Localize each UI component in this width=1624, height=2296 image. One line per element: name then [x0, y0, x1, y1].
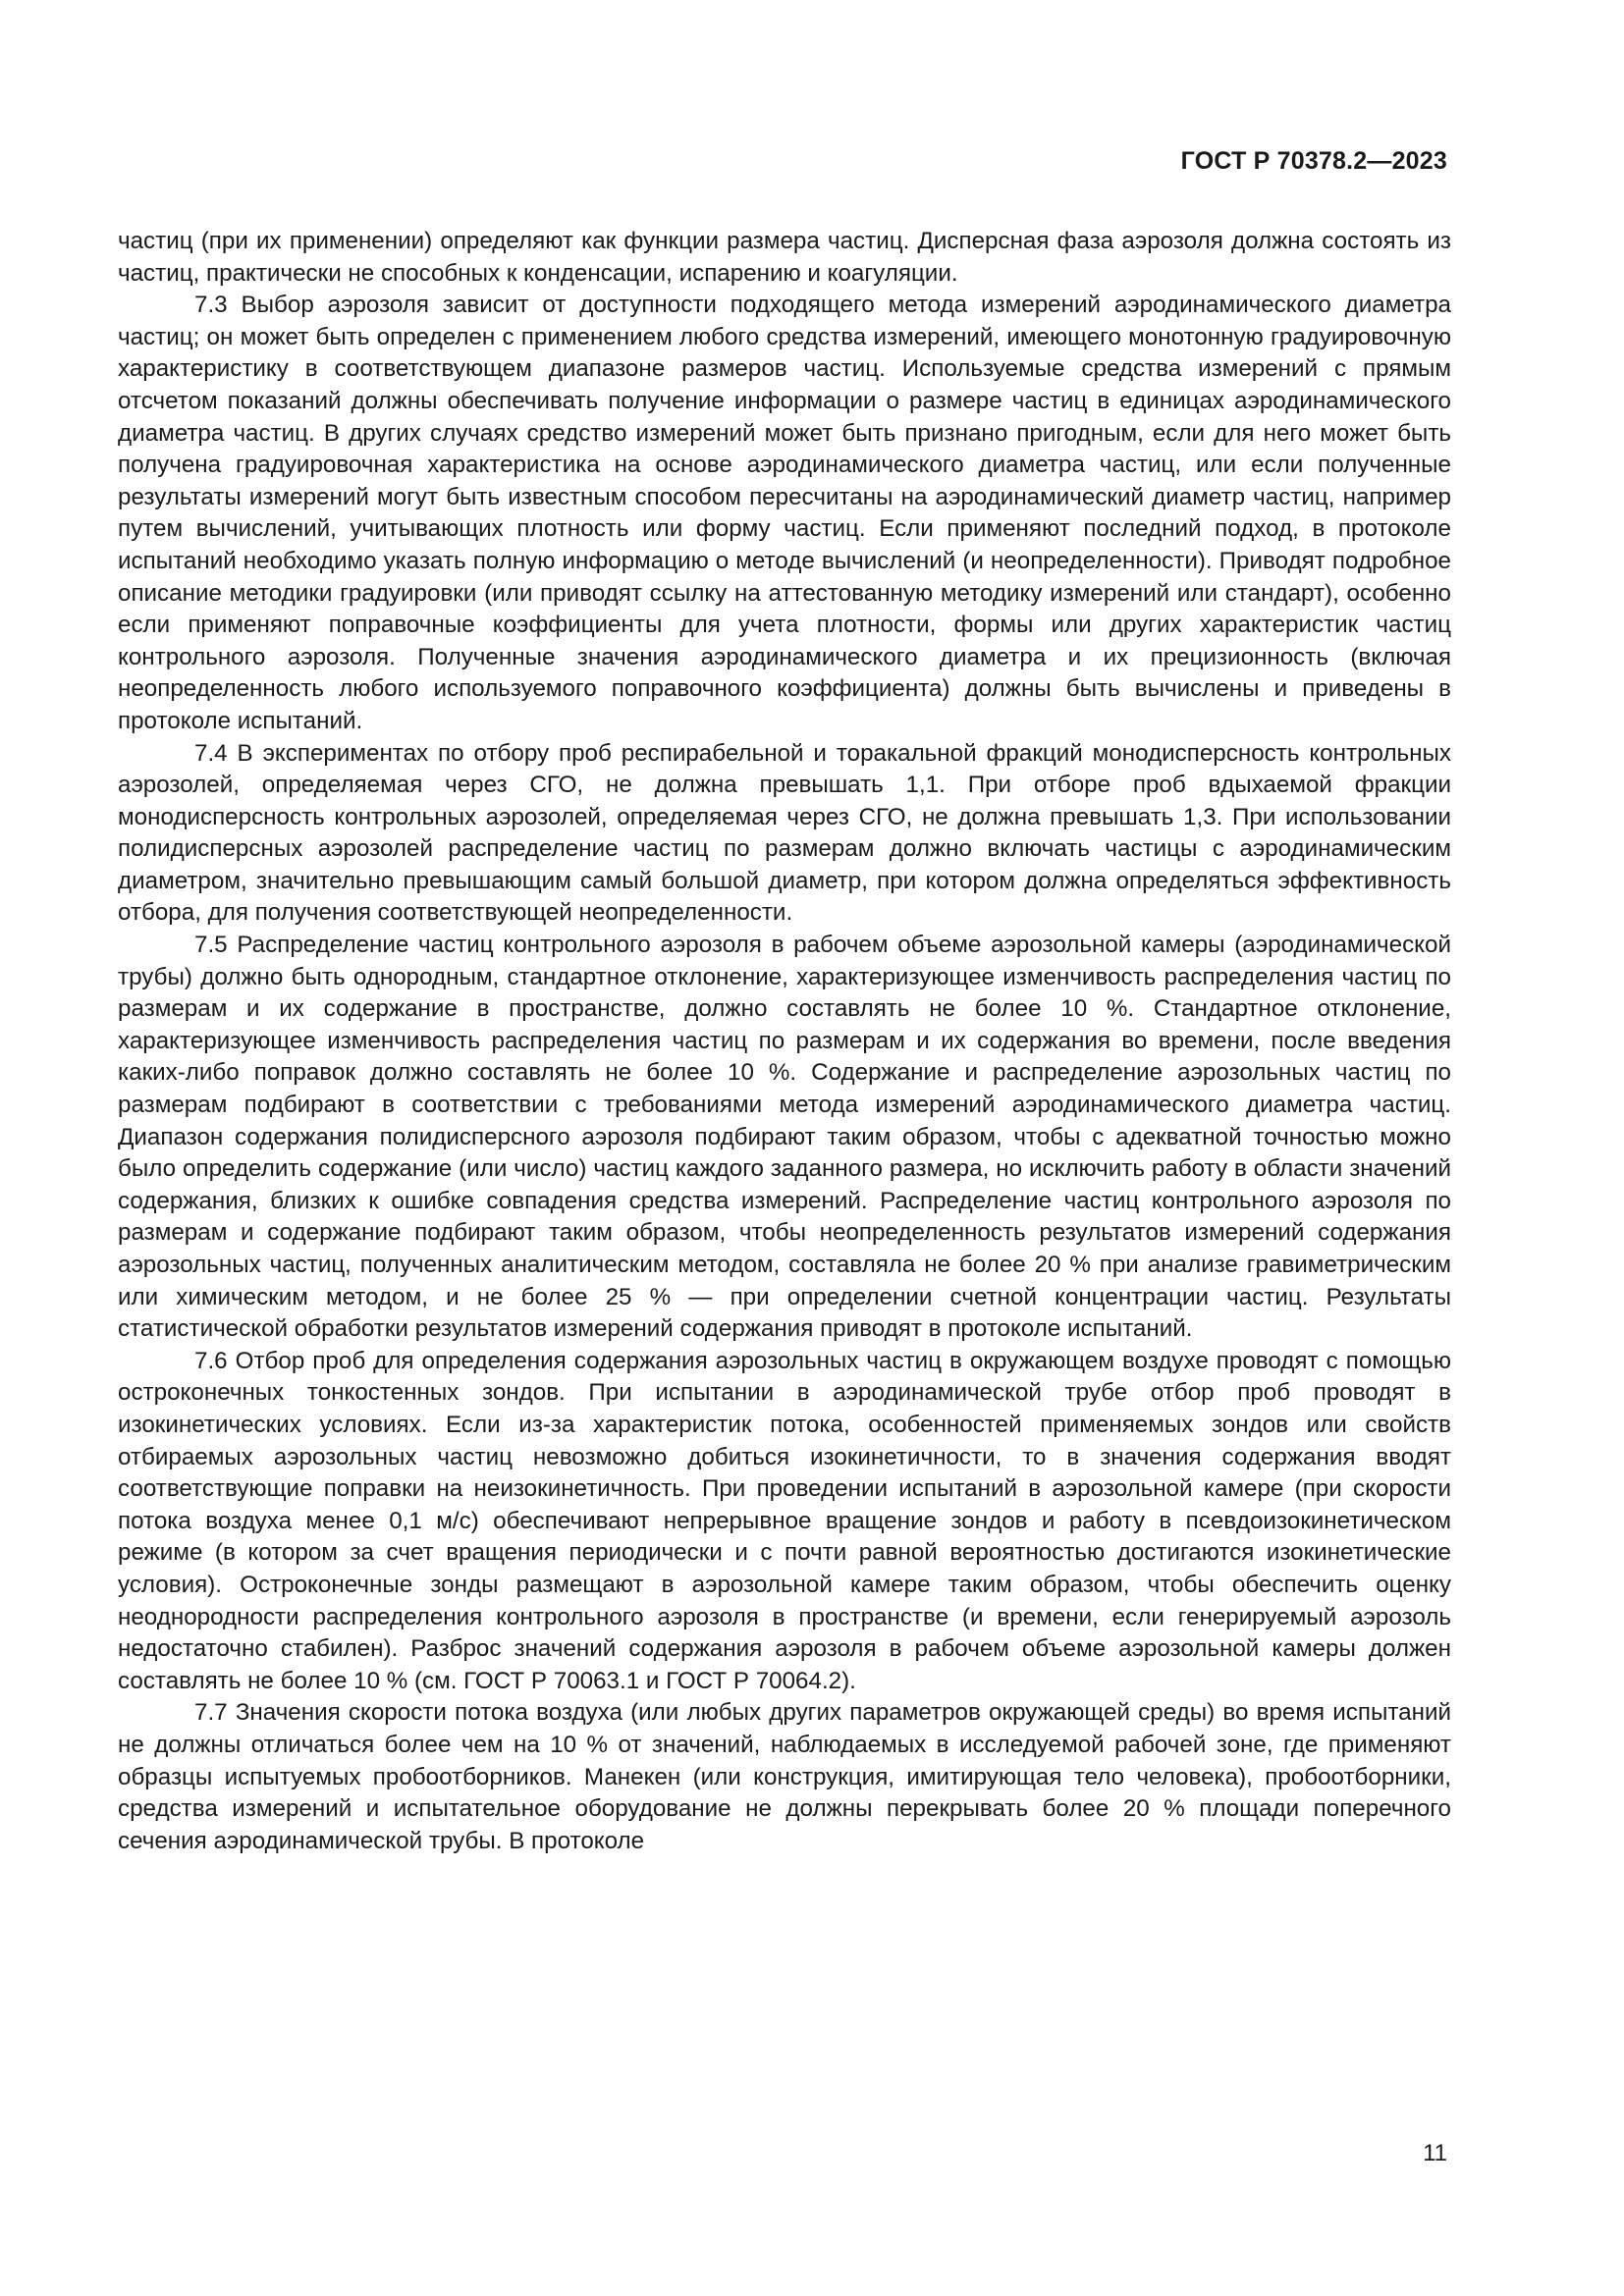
paragraph-continuation: частиц (при их применении) определяют как функции размера частиц. Дисперсная фаза аэрозоля должна состоять из частиц, практически не способных к конденсации, испарению и коагуляции. — [118, 228, 1451, 287]
document-body — [118, 226, 1451, 1857]
paragraph-7-7: 7.7 Значения скорости потока воздуха (или любых других параметров окружающей среды) во время испытаний не должны отличаться более чем на 10 % от значений, наблюдаемых в исследуемой рабочей зоне, где применяют образцы испытуемых пробоотборников. Манекен (или конструкция, имитирующая тело человека), пробоотборники, средства измерений и испытательное оборудование не должны перекрывать более 20 % площади поперечного сечения аэродинамической трубы. В протоколе — [118, 1699, 1451, 1854]
paragraph-7-6: 7.6 Отбор проб для определения содержания аэрозольных частиц в окружающем воздухе проводят с помощью остроконечных тонкостенных зондов. При испытании в аэродинамической трубе отбор проб проводят в изокинетических условиях. Если из-за характеристик потока, особенностей применяемых зондов или свойств отбираемых аэрозольных частиц невозможно добиться изокинетичности, то в значения содержания вводят соответствующие поправки на неизокинетичность. При проведении испытаний в аэрозольной камере (при скорости потока воздуха менее 0,1 м/с) обеспечивают непрерывное вращение зондов и работу в псевдоизокинетическом режиме (в котором за счет вращения периодически и с почти равной вероятностью достигаются изокинетические условия). Остроконечные зонды размещают в аэрозольной камере таким образом, чтобы обеспечить оценку неоднородности распределения контрольного аэрозоля в пространстве (и времени, если генерируемый аэрозоль недостаточно стабилен). Разброс значений содержания аэрозоля в рабочем объеме аэрозольной камеры должен составлять не более 10 % (см. ГОСТ Р 70063.1 и ГОСТ Р 70064.2). — [118, 1347, 1451, 1694]
page-number: 11 — [1423, 2140, 1447, 2166]
document-id-header: ГОСТ Р 70378.2—2023 — [1180, 147, 1447, 175]
paragraph-7-4: 7.4 В экспериментах по отбору проб респирабельной и торакальной фракций монодисперсность контрольных аэрозолей, определяемая через СГО, не должна превышать 1,1. При отборе проб вдыхаемой фракции монодисперсность контрольных аэрозолей, определяемая через СГО, не должна превышать 1,3. При использовании полидисперсных аэрозолей распределение частиц по размерам должно включать частицы с аэродинамическим диаметром, значительно превышающим самый большой диаметр, при котором должна определяться эффективность отбора, для получения соответствующей неопределенности. — [118, 739, 1451, 927]
paragraph-7-5: 7.5 Распределение частиц контрольного аэрозоля в рабочем объеме аэрозольной камеры (аэродинамической трубы) должно быть однородным, стандартное отклонение, характеризующее изменчивость распределения частиц по размерам и их содержание в пространстве, должно составлять не более 10 %. Стандартное отклонение, характеризующее изменчивость распределения частиц по размерам и их содержания во времени, после введения каких-либо поправок должно составлять не более 10 %. Содержание и распределение аэрозольных частиц по размерам подбирают в соответствии с требованиями метода измерений аэродинамического диаметра частиц. Диапазон содержания полидисперсного аэрозоля подбирают таким образом, чтобы с адекватной точностью можно было определить содержание (или число) частиц каждого заданного размера, но исключить работу в области значений содержания, близких к ошибке совпадения средства измерений. Распределение частиц контрольного аэрозоля по размерам и содержание подбирают таким образом, чтобы неопределенность результатов измерений содержания аэрозольных частиц, полученных аналитическим методом, составляла не более 20 % при анализе гравиметрическим или химическим методом, и не более 25 % — при определении счетной концентрации частиц. Результаты статистической обработки результатов измерений содержания приводят в протоколе испытаний. — [118, 932, 1451, 1343]
paragraph-7-3: 7.3 Выбор аэрозоля зависит от доступности подходящего метода измерений аэродинамического диаметра частиц; он может быть определен с применением любого средства измерений, имеющего монотонную градуировочную характеристику в соответствующем диапазоне размеров частиц. Используемые средства измерений с прямым отсчетом показаний должны обеспечивать получение информации о размере частиц в единицах аэродинамического диаметра частиц. В других случаях средство измерений может быть признано пригодным, если для него может быть получена градуировочная характеристика на основе аэродинамического диаметра частиц, или если полученные результаты измерений могут быть известным способом пересчитаны на аэродинамический диаметр частиц, например путем вычислений, учитывающих плотность или форму частиц. Если применяют последний подход, в протоколе испытаний необходимо указать полную информацию о методе вычислений (и неопределенности). Приводят подробное описание методики градуировки (или приводят ссылку на аттестованную методику измерений или стандарт), особенно если применяют поправочные коэффициенты для учета плотности, формы или других характеристик частиц контрольного аэрозоля. Полученные значения аэродинамического диаметра и их прецизионность (включая неопределенность любого используемого поправочного коэффициента) должны быть вычислены и приведены в протоколе испытаний. — [118, 292, 1451, 734]
